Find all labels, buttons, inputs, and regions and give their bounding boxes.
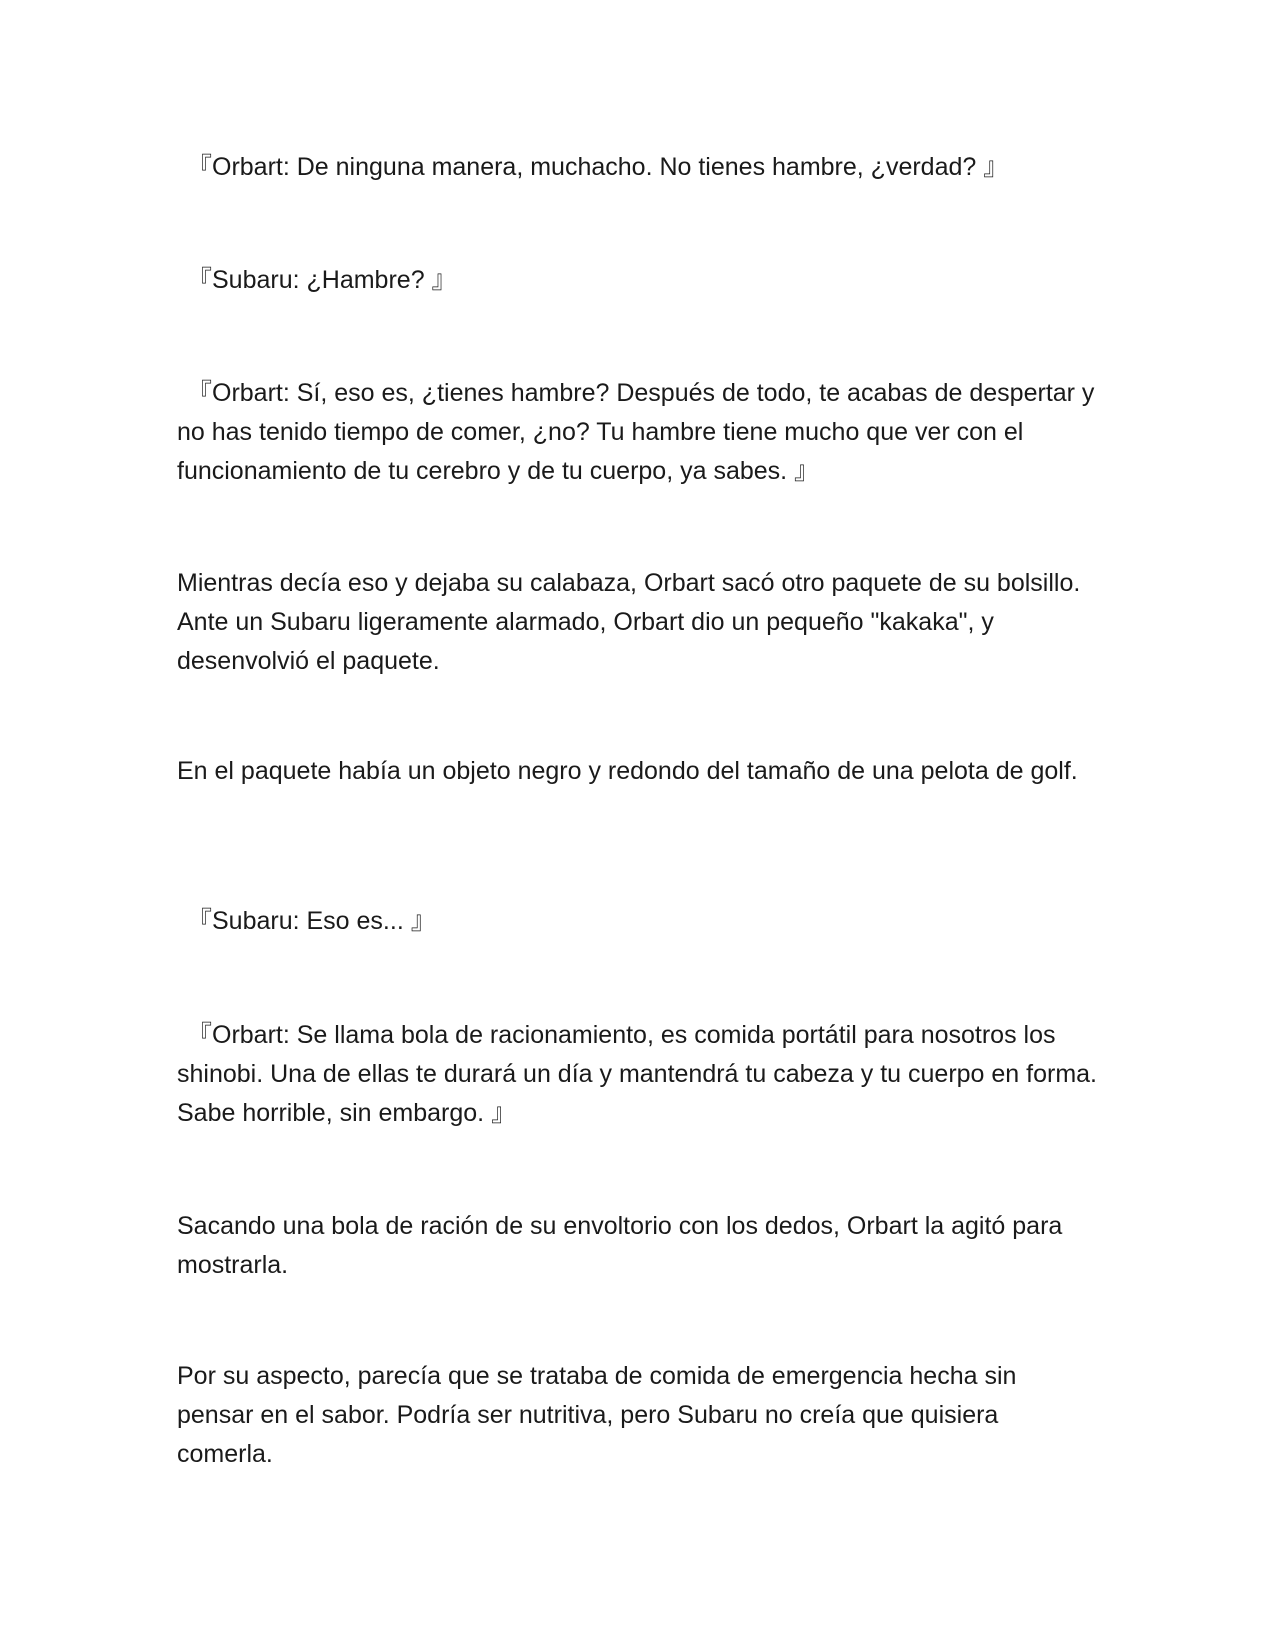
paragraph-5: En el paquete había un objeto negro y redondo del tamaño de una pelota de golf. <box>177 757 1078 785</box>
paragraph-9: Por su aspecto, parecía que se trataba de comida de emergencia hecha sin pensar en el sabor. Podría ser nutritiva, pero Subaru no creía que quisiera comerla. <box>177 1362 1017 1468</box>
paragraph-2: 『Subaru: ¿Hambre? 』 <box>187 266 457 294</box>
paragraph-4: Mientras decía eso y dejaba su calabaza, Orbart sacó otro paquete de su bolsillo. Ante un Subaru ligeramente alarmado, Orbart dio un pequeño "kakaka", y desenvolvió el paquete. <box>177 569 1081 675</box>
paragraph-6: 『Subaru: Eso es... 』 <box>187 907 436 935</box>
paragraph-7: 『Orbart: Se llama bola de racionamiento, es comida portátil para nosotros los shinobi. Una de ellas te durará un día y mantendrá tu cabeza y tu cuerpo en forma. Sabe horrible, sin embargo. 』 <box>177 1021 1097 1127</box>
paragraph-3: 『Orbart: Sí, eso es, ¿tienes hambre? Después de todo, te acabas de despertar y no has tenido tiempo de comer, ¿no? Tu hambre tiene mucho que ver con el funcionamiento de tu cerebro y de tu cuerpo, ya sabes. 』 <box>177 379 1095 485</box>
paragraph-8: Sacando una bola de ración de su envoltorio con los dedos, Orbart la agitó para mostrarla. <box>177 1212 1063 1279</box>
paragraph-1: 『Orbart: De ninguna manera, muchacho. No tienes hambre, ¿verdad? 』 <box>187 153 1009 181</box>
